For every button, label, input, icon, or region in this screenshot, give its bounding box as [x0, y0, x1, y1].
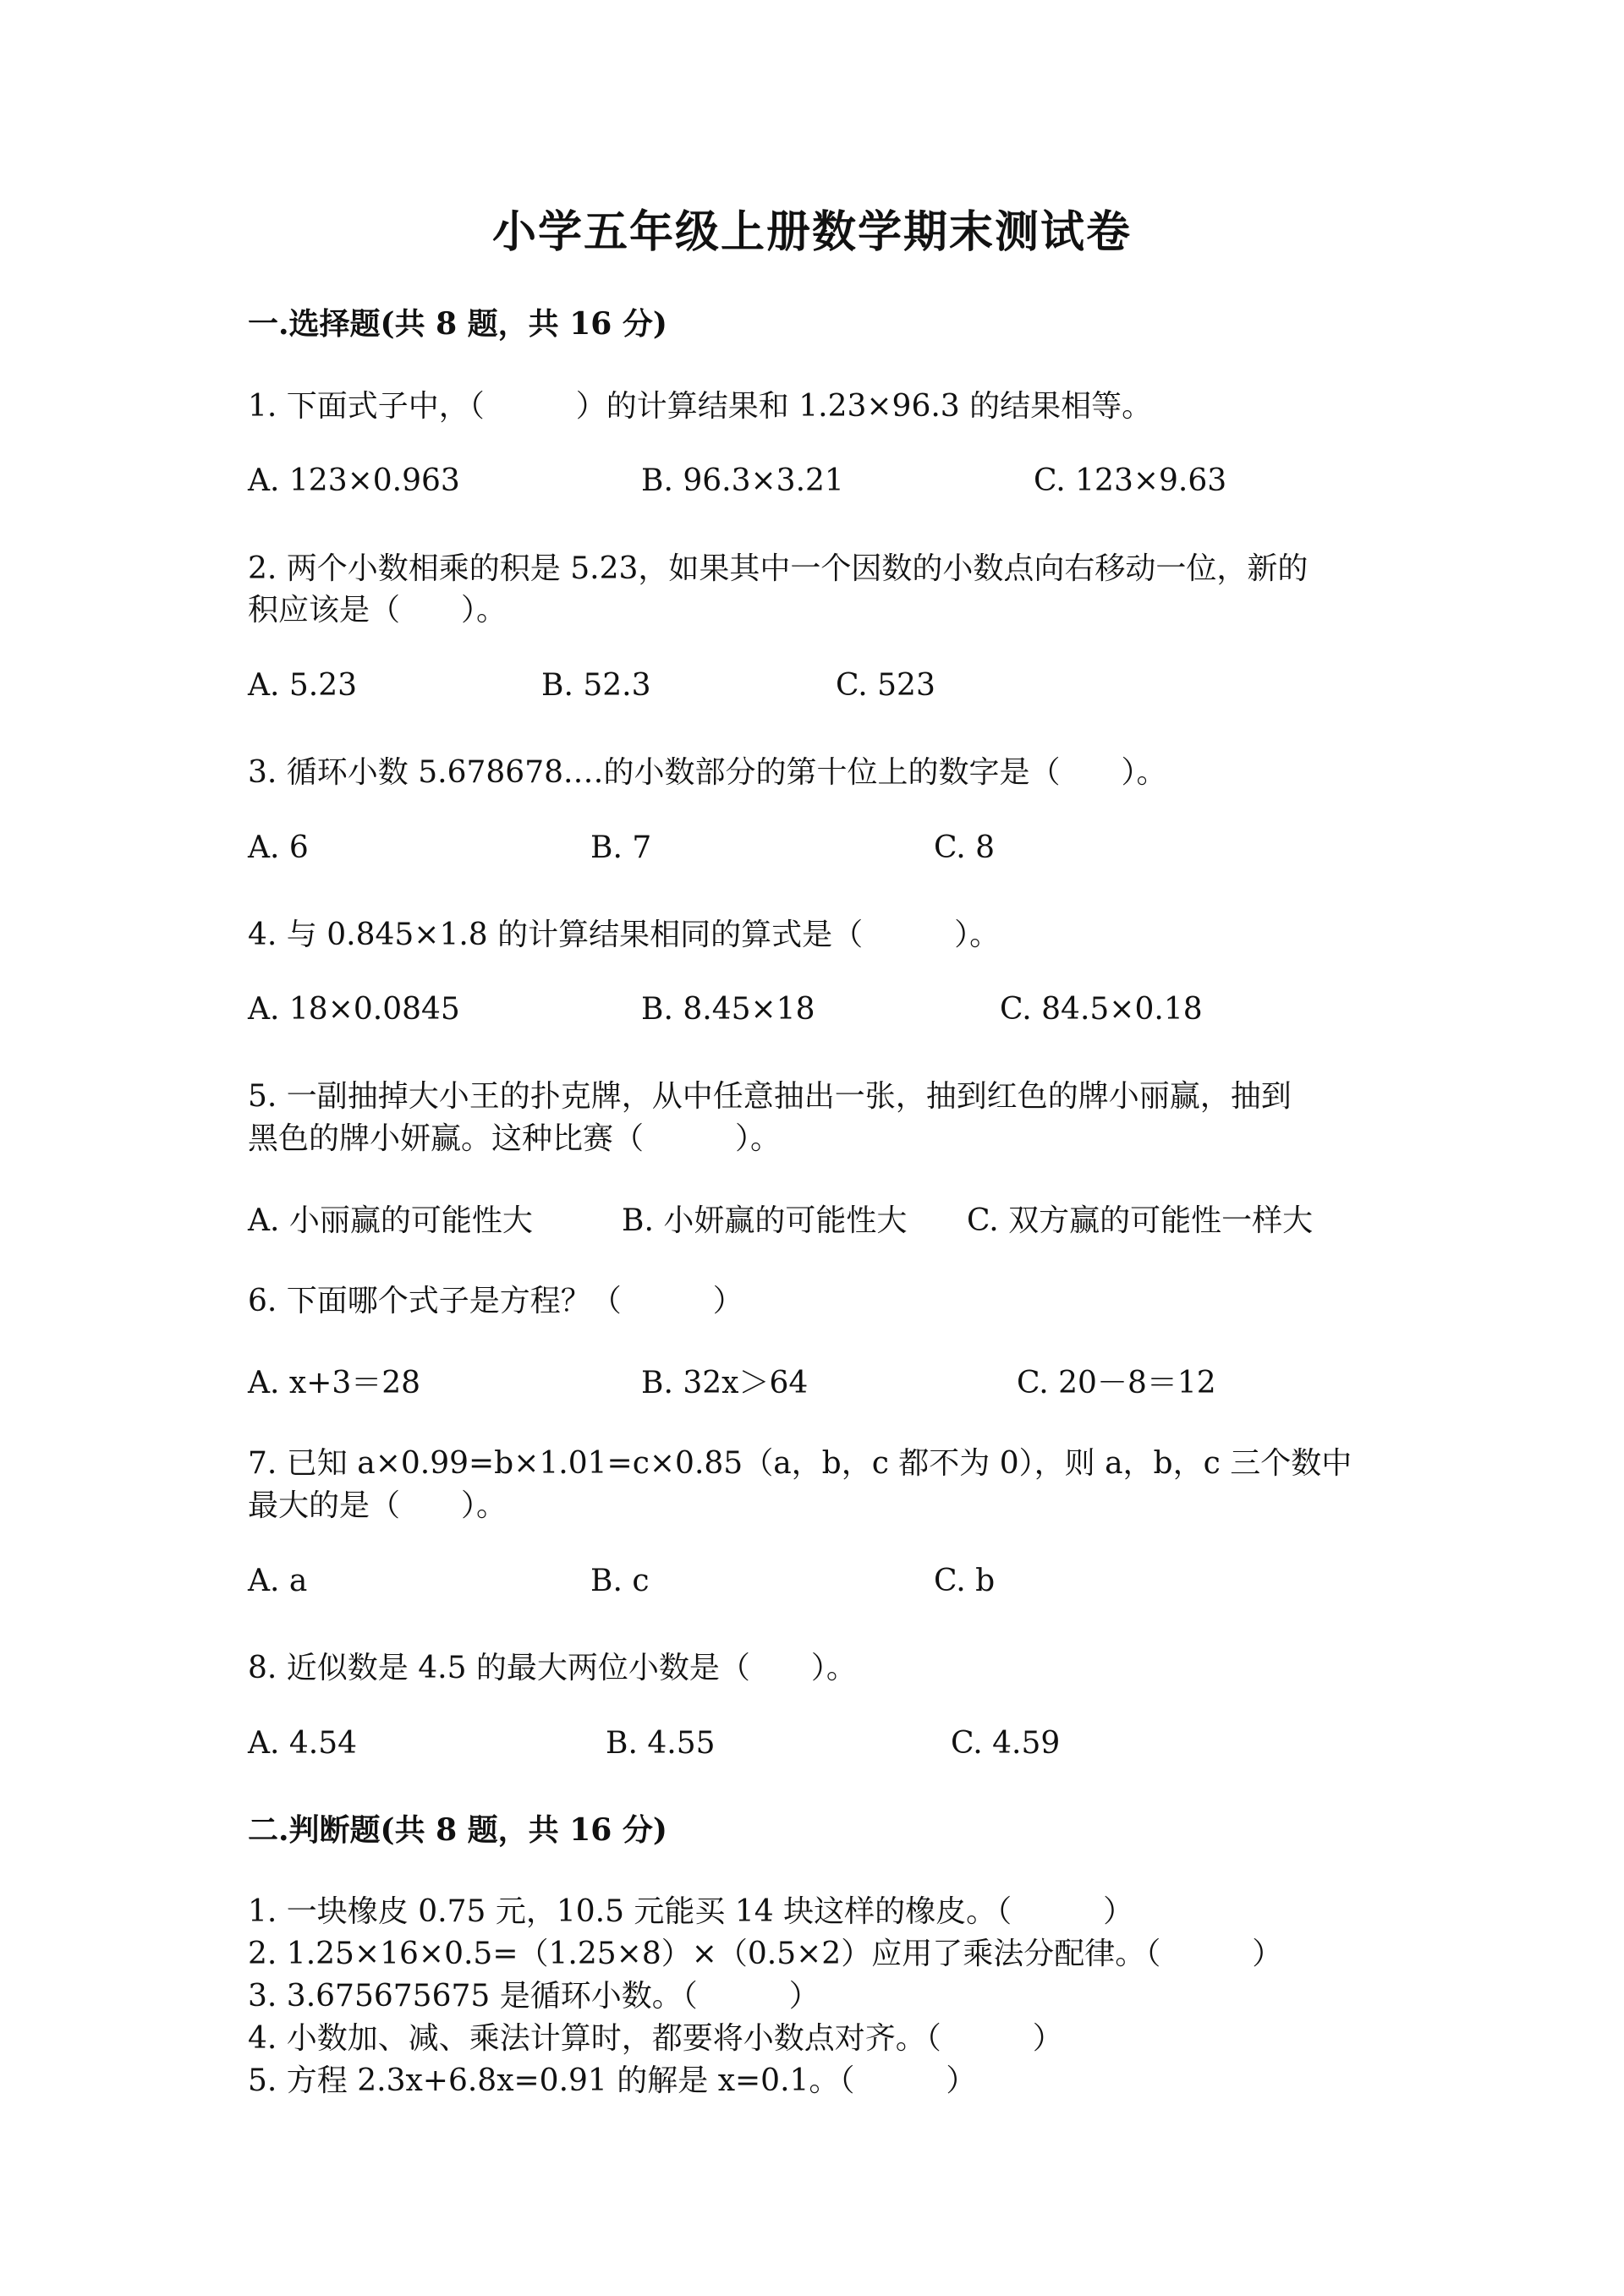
- question-8-option-a: A. 4.54: [248, 1726, 358, 1761]
- question-6-option-a: A. x+3＝28: [248, 1366, 421, 1400]
- question-3-option-c: C. 8: [934, 830, 996, 865]
- question-1-text: 1. 下面式子中，（ ）的计算结果和 1.23×96.3 的结果相等。: [248, 389, 1153, 424]
- question-4-text: 4. 与 0.845×1.8 的计算结果相同的算式是（ ）。: [248, 918, 1001, 952]
- question-6-option-b: B. 32x＞64: [641, 1366, 809, 1400]
- question-6-text: 6. 下面哪个式子是方程？（ ）: [248, 1284, 743, 1318]
- judgement-item-5: 5. 方程 2.3x+6.8x=0.91 的解是 x=0.1。（ ）: [248, 2063, 977, 2098]
- question-3-option-b: B. 7: [590, 830, 652, 865]
- question-5-text-line2: 黑色的牌小妍赢。这种比赛（ ）。: [248, 1121, 782, 1156]
- question-4-option-a: A. 18×0.0845: [248, 992, 460, 1027]
- question-8-text: 8. 近似数是 4.5 的最大两位小数是（ ）。: [248, 1651, 857, 1685]
- question-7-text-line2: 最大的是（ ）。: [248, 1488, 508, 1523]
- question-5-option-a: A. 小丽赢的可能性大: [248, 1203, 533, 1238]
- question-5-text-line1: 5. 一副抽掉大小王的扑克牌，从中任意抽出一张，抽到红色的牌小丽赢，抽到: [248, 1079, 1292, 1114]
- judgement-item-3: 3. 3.675675675 是循环小数。（ ）: [248, 1979, 820, 2014]
- question-1-option-b: B. 96.3×3.21: [641, 463, 844, 498]
- question-7-option-a: A. a: [248, 1564, 308, 1598]
- question-4-option-b: B. 8.45×18: [641, 992, 815, 1027]
- question-1-option-c: C. 123×9.63: [1034, 463, 1227, 498]
- question-8-option-c: C. 4.59: [951, 1726, 1061, 1761]
- judgement-item-1: 1. 一块橡皮 0.75 元，10.5 元能买 14 块这样的橡皮。（ ）: [248, 1894, 1134, 1929]
- question-2-option-c: C. 523: [836, 668, 935, 703]
- question-3-option-a: A. 6: [248, 830, 309, 865]
- question-1-option-a: A. 123×0.963: [248, 463, 460, 498]
- question-2-text-line2: 积应该是（ ）。: [248, 593, 508, 627]
- judgement-item-2: 2. 1.25×16×0.5=（1.25×8）×（0.5×2）应用了乘法分配律。（ ）: [248, 1937, 1283, 1971]
- question-2-option-a: A. 5.23: [248, 668, 358, 703]
- question-4-option-c: C. 84.5×0.18: [1000, 992, 1203, 1027]
- question-3-text: 3. 循环小数 5.678678.…的小数部分的第十位上的数字是（ ）。: [248, 755, 1167, 790]
- section-heading-choice: 一.选择题(共 8 题，共 16 分): [248, 306, 667, 342]
- question-2-text-line1: 2. 两个小数相乘的积是 5.23，如果其中一个因数的小数点向右移动一位，新的: [248, 551, 1309, 586]
- page-title: 小学五年级上册数学期末测试卷: [491, 206, 1132, 258]
- question-2-option-b: B. 52.3: [541, 668, 651, 703]
- question-5-option-b: B. 小妍赢的可能性大: [622, 1203, 908, 1238]
- judgement-item-4: 4. 小数加、减、乘法计算时，都要将小数点对齐。（ ）: [248, 2021, 1063, 2056]
- question-7-text-line1: 7. 已知 a×0.99=b×1.01=c×0.85（a，b，c 都不为 0），则 a，b，c 三个数中: [248, 1446, 1352, 1481]
- question-6-option-c: C. 20－8＝12: [1017, 1366, 1216, 1400]
- question-5-option-c: C. 双方赢的可能性一样大: [967, 1203, 1314, 1238]
- section-heading-judgement: 二.判断题(共 8 题，共 16 分): [248, 1812, 667, 1848]
- question-8-option-b: B. 4.55: [606, 1726, 716, 1761]
- question-7-option-b: B. c: [590, 1564, 650, 1598]
- question-7-option-c: C. b: [934, 1564, 996, 1598]
